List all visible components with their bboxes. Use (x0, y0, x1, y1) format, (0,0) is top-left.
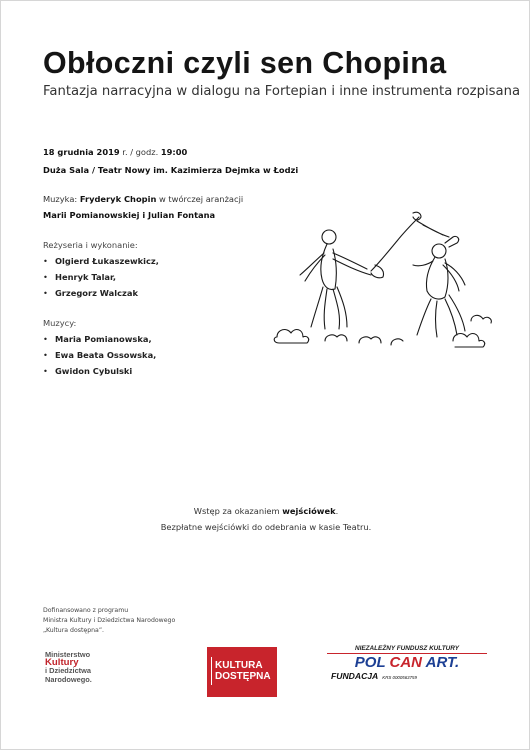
duel-sketch-illustration (267, 205, 497, 355)
musicians-label: Muzycy: (43, 318, 77, 328)
kultura-dostepna-logo: KULTURA DOSTĘPNA (207, 647, 277, 697)
music-line (43, 194, 243, 204)
entry-prefix: Wstęp za okazaniem (193, 506, 283, 516)
polcanart-logo: NIEZALEŻNY FUNDUSZ KULTURY POL CAN ART. FUNDACJA KRS 0000563759 (327, 645, 487, 685)
composer-name: Fryderyk Chopin (79, 194, 157, 204)
entry-note: Bezpłatne wejściówki do odebrania w kasie Teatru. (160, 522, 372, 532)
list-item: • Gwidon Cybulski (43, 366, 156, 382)
list-item: • Henryk Talar, (43, 272, 159, 288)
event-time: 19:00 (160, 147, 188, 157)
entry-suffix: . (335, 506, 339, 516)
list-item: • Grzegorz Walczak (43, 288, 159, 304)
music-label: Muzyka: (43, 194, 80, 204)
entry-line (1, 506, 530, 516)
list-item: • Maria Pomianowska, (43, 334, 156, 350)
poster-subtitle: Fantazja narracyjna w dialogu na Fortepian i inne instrumenta rozpisana (43, 84, 521, 99)
list-item: • Olgierd Łukaszewkicz, (43, 256, 159, 272)
direction-list (43, 256, 159, 304)
event-venue: Duża Sala / Teatr Nowy im. Kazimierza Dejmka w Łodzi (43, 165, 299, 175)
direction-label: Reżyseria i wykonanie: (43, 240, 138, 250)
list-item: • Ewa Beata Ossowska, (43, 350, 156, 366)
music-suffix: w twórczej aranżacji (156, 194, 244, 204)
date-suffix: r. / godz. (119, 147, 161, 157)
funding-note: Dofinansowano z programu Ministra Kultury i Dziedzictwa Narodowego „Kultura dostępna”. (43, 607, 176, 634)
event-date-line (43, 147, 187, 157)
ministry-logo: Ministerstwo Kultury i Dziedzictwa Narodowego. (45, 650, 92, 684)
event-date: 18 grudnia 2019 (43, 147, 120, 157)
poster-title: Obłoczni czyli sen Chopina (43, 45, 447, 80)
musicians-list (43, 334, 156, 382)
arrangers-line: Marii Pomianowskiej i Julian Fontana (43, 210, 216, 220)
entry-bold: wejściówek (282, 506, 336, 516)
